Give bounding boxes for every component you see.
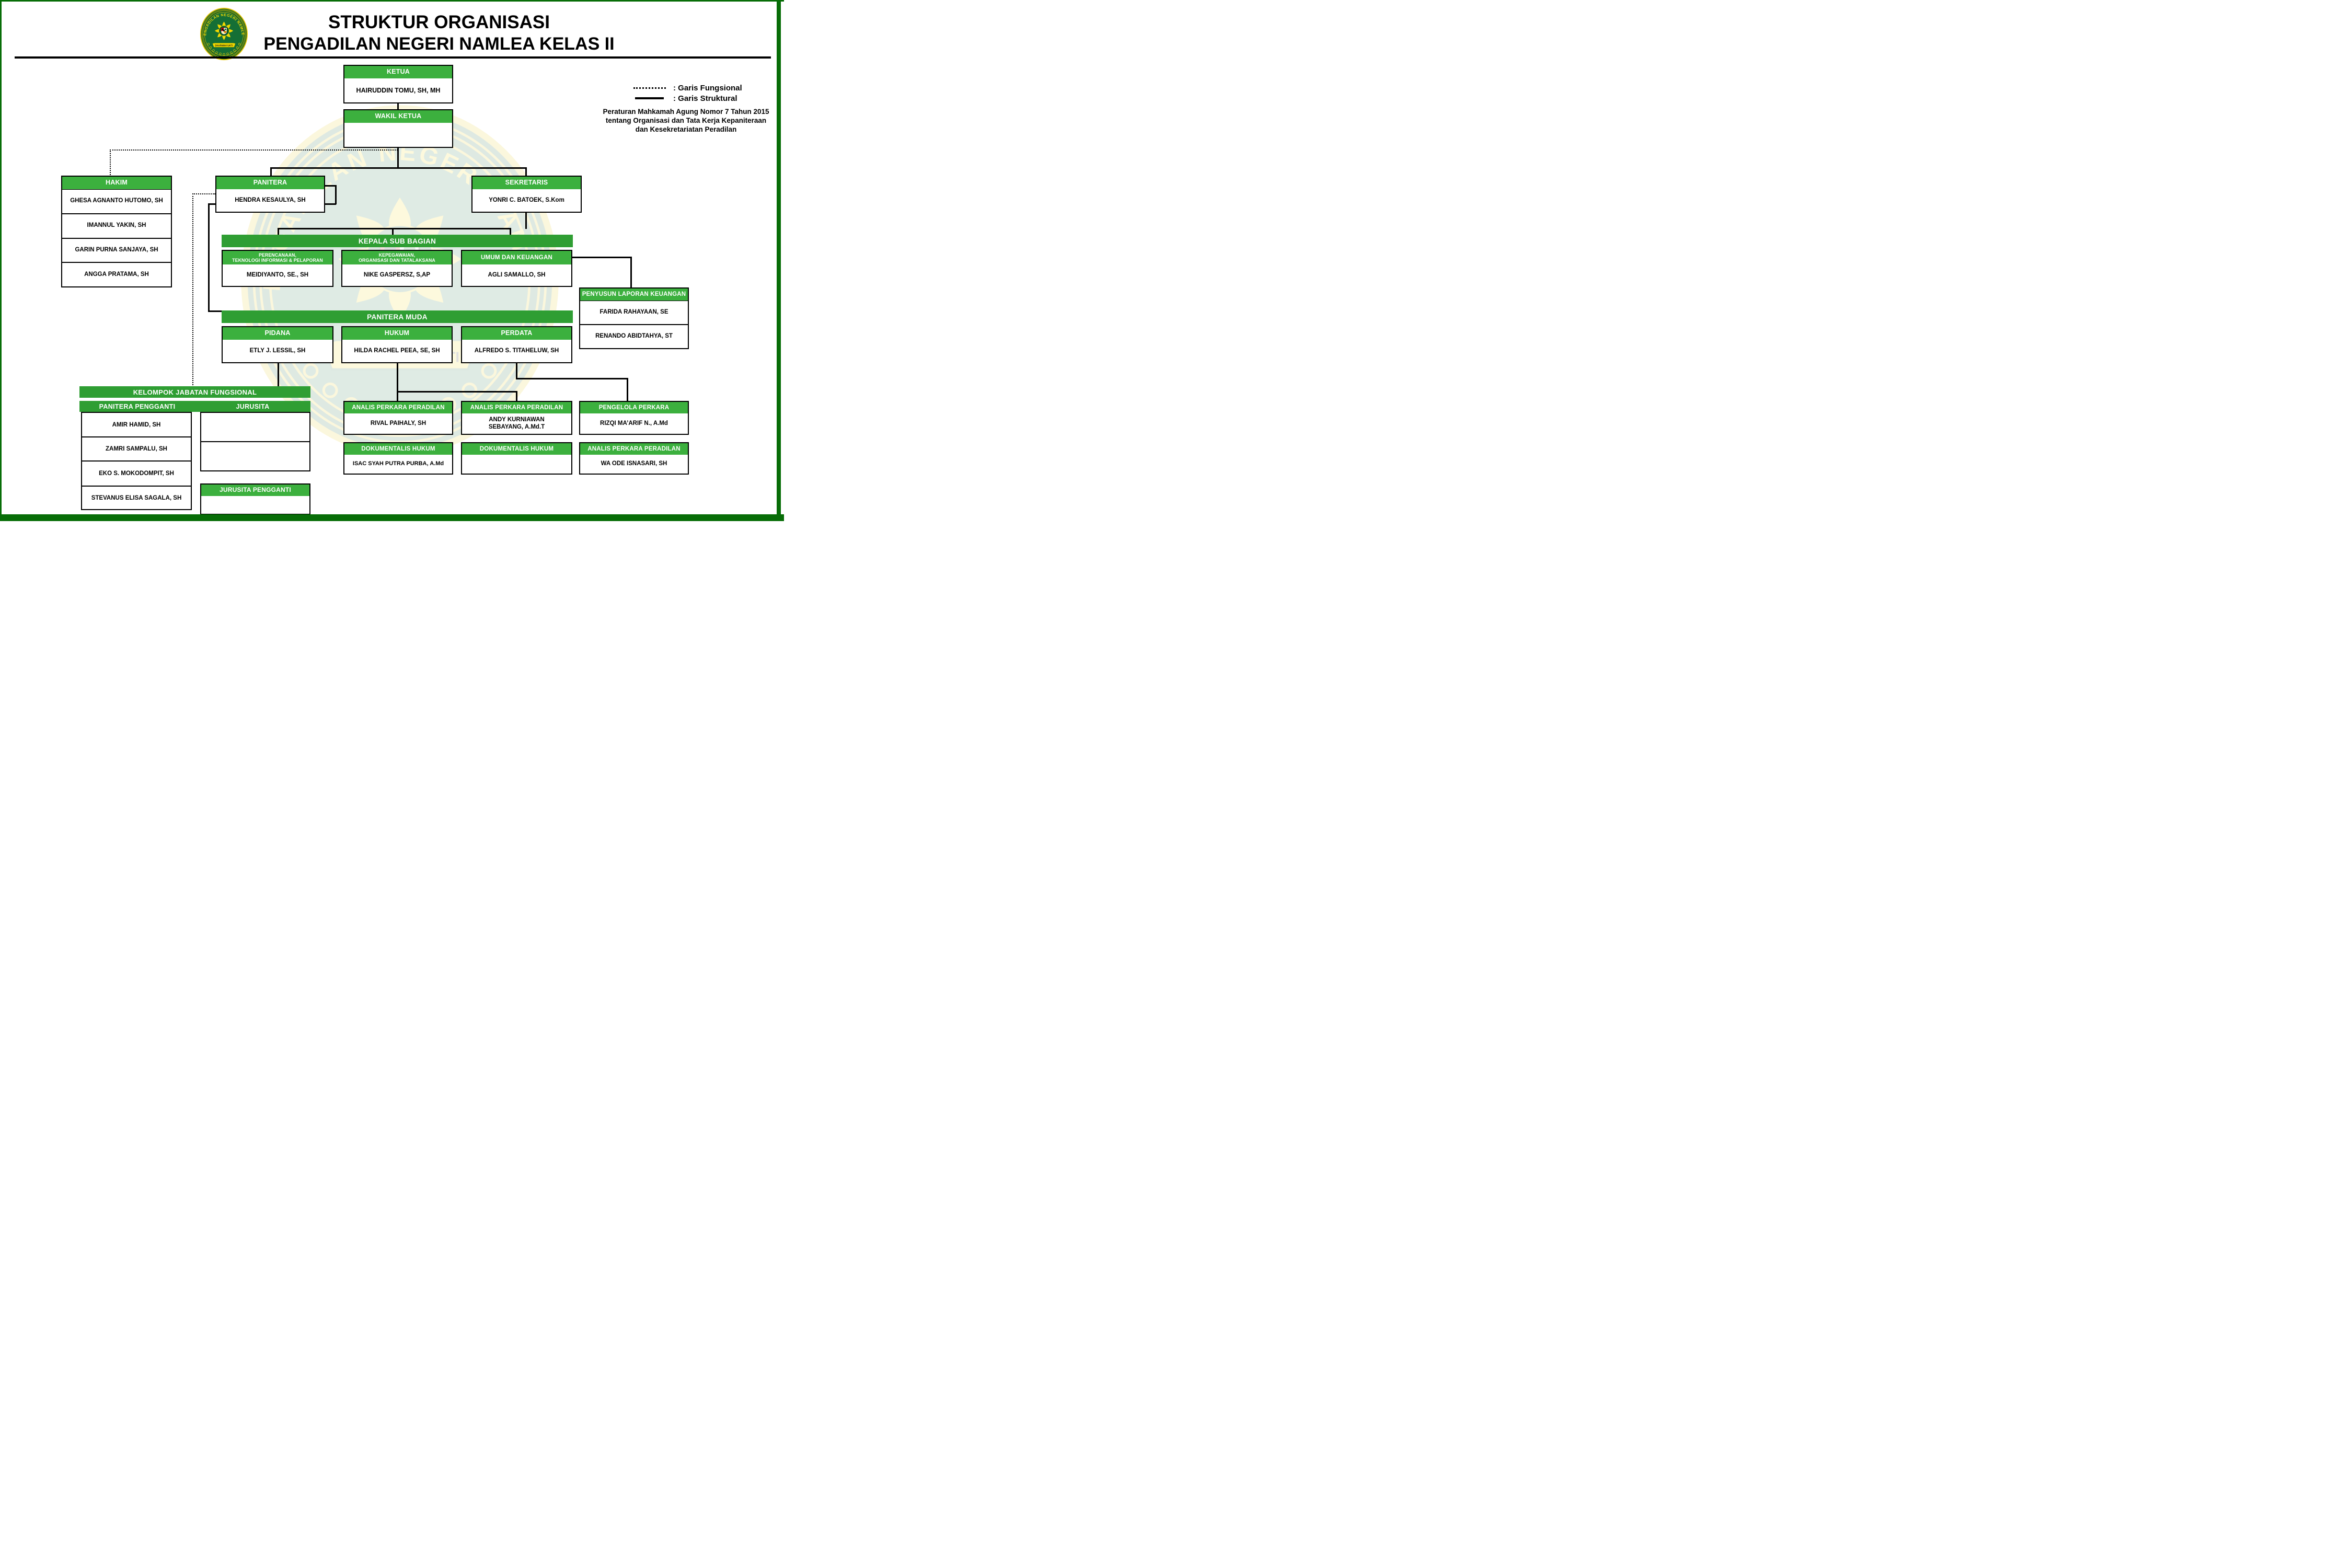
panitera-pengganti-title: PANITERA PENGGANTI bbox=[99, 402, 176, 410]
box-dokumentalis-1-name: ISAC SYAH PUTRA PURBA, A.Md bbox=[352, 460, 444, 467]
legend-struktural-label: : Garis Struktural bbox=[673, 94, 737, 103]
box-dokumentalis-1-title: DOKUMENTALIS HUKUM bbox=[344, 443, 452, 455]
box-sekretaris bbox=[471, 176, 582, 213]
box-dokumentalis-2-title: DOKUMENTALIS HUKUM bbox=[462, 443, 571, 455]
box-sub-kepegawaian bbox=[341, 250, 453, 287]
box-analis-2-title: ANALIS PERKARA PERADILAN bbox=[462, 402, 571, 413]
connector-umum-penyusun-v bbox=[630, 257, 632, 289]
box-analis-perkara-2 bbox=[461, 401, 572, 435]
jurusita-member bbox=[200, 412, 310, 442]
box-hukum bbox=[341, 326, 453, 363]
connector-to-pengelola bbox=[627, 378, 628, 402]
box-pengelola-perkara bbox=[579, 401, 689, 435]
panitera-pengganti-member: ZAMRI SAMPALU, SH bbox=[81, 436, 192, 462]
connector-pidana-kelompok bbox=[278, 363, 279, 387]
connector-panitera-stub bbox=[324, 185, 336, 187]
connector-dotted-fungsional-v bbox=[192, 193, 193, 387]
connector-umum-penyusun-h bbox=[572, 257, 631, 258]
box-sub-kepegawaian-name: NIKE GASPERSZ, S,AP bbox=[363, 271, 431, 278]
dotted-line-sample bbox=[633, 87, 666, 89]
box-pengelola-name: RIZQI MA’ARIF N., A.Md bbox=[600, 420, 668, 426]
panitera-pengganti-member: EKO S. MOKODOMPIT, SH bbox=[81, 460, 192, 487]
box-penyusun-laporan-keuangan bbox=[579, 287, 689, 349]
box-hakim bbox=[61, 176, 172, 287]
panitera-pengganti-member: AMIR HAMID, SH bbox=[81, 412, 192, 437]
box-analis-perkara-1 bbox=[343, 401, 453, 435]
connector-dotted-hakim-h bbox=[110, 149, 398, 151]
band-kepala-sub-bagian: KEPALA SUB BAGIAN bbox=[222, 235, 573, 247]
jurusita-title: JURUSITA bbox=[236, 402, 270, 410]
connector-hukum-branch bbox=[397, 391, 517, 393]
box-penyusun-title: PENYUSUN LAPORAN KEUANGAN bbox=[580, 289, 688, 301]
box-analis-3-title: ANALIS PERKARA PERADILAN bbox=[580, 443, 688, 455]
box-hukum-name: HILDA RACHEL PEEA, SE, SH bbox=[354, 347, 440, 354]
box-sub-perencanaan-title bbox=[223, 251, 332, 264]
title-line: UMUM DAN KEUANGAN bbox=[481, 254, 552, 261]
box-jurusita-pengganti-title: JURUSITA PENGGANTI bbox=[201, 485, 309, 496]
box-sub-umum-title bbox=[462, 251, 571, 264]
regulation-note bbox=[596, 108, 776, 134]
box-sub-umum-name: AGLI SAMALLO, SH bbox=[488, 271, 546, 278]
box-sekretaris-name: YONRI C. BATOEK, S.Kom bbox=[489, 197, 564, 203]
band-kelompok-jabatan-fungsional: KELOMPOK JABATAN FUNGSIONAL bbox=[79, 386, 310, 398]
box-hukum-title: HUKUM bbox=[342, 327, 452, 340]
connector-distributor bbox=[270, 167, 527, 169]
page-border-top bbox=[0, 0, 784, 2]
box-hakim-title: HAKIM bbox=[62, 177, 171, 189]
penyusun-member: FARIDA RAHAYAAN, SE bbox=[580, 301, 688, 324]
legend-fungsional-label: : Garis Fungsional bbox=[673, 83, 742, 93]
org-chart-page bbox=[0, 0, 784, 523]
box-analis-2-name: ANDY KURNIAWAN SEBAYANG, A.Md.T bbox=[488, 416, 545, 430]
box-dokumentalis-1 bbox=[343, 442, 453, 475]
note-line-2: tentang Organisasi dan Tata Kerja Kepaniteraan bbox=[605, 116, 767, 124]
title-line: PERENCANAAN, bbox=[258, 252, 297, 258]
box-analis-1-title: ANALIS PERKARA PERADILAN bbox=[344, 402, 452, 413]
box-perdata-title: PERDATA bbox=[462, 327, 571, 340]
box-wakil-ketua bbox=[343, 109, 453, 148]
band-panitera-pengganti-jurusita bbox=[79, 401, 310, 412]
note-line-3: dan Kesekretariatan Peradilan bbox=[635, 125, 737, 133]
panitera-pengganti-member: STEVANUS ELISA SAGALA, SH bbox=[81, 486, 192, 510]
box-panitera-title: PANITERA bbox=[216, 177, 324, 189]
title-line: ORGANISASI DAN TATALAKSANA bbox=[359, 258, 435, 263]
box-sub-perencanaan-name: MEIDIYANTO, SE., SH bbox=[246, 271, 309, 278]
box-perdata bbox=[461, 326, 572, 363]
box-pidana bbox=[222, 326, 333, 363]
box-panitera-name: HENDRA KESAULYA, SH bbox=[235, 197, 306, 203]
hakim-member: GHESA AGNANTO HUTOMO, SH bbox=[62, 189, 171, 213]
legend bbox=[633, 83, 775, 103]
box-sekretaris-title: SEKRETARIS bbox=[472, 177, 581, 189]
box-sub-umum-keuangan bbox=[461, 250, 572, 287]
box-perdata-name: ALFREDO S. TITAHELUW, SH bbox=[474, 347, 559, 354]
page-border-bottom bbox=[0, 514, 784, 521]
title-line-2: PENGADILAN NEGERI NAMLEA KELAS II bbox=[263, 34, 615, 54]
jurusita-member bbox=[200, 441, 310, 471]
connector-panitera-v2 bbox=[208, 203, 210, 312]
page-border-left bbox=[0, 0, 2, 521]
box-dokumentalis-2 bbox=[461, 442, 572, 475]
box-analis-3-name: WA ODE ISNASARI, SH bbox=[601, 460, 667, 467]
box-ketua-title: KETUA bbox=[344, 66, 452, 78]
title-line: KEPEGAWAIAN, bbox=[378, 252, 416, 258]
page-border-right bbox=[777, 0, 781, 521]
solid-line-sample bbox=[635, 97, 664, 99]
connector-dotted-panitera-h bbox=[192, 193, 215, 194]
title-line-1: STRUKTUR ORGANISASI bbox=[328, 12, 550, 32]
box-panitera bbox=[215, 176, 325, 213]
connector-wakil-down bbox=[397, 148, 399, 168]
title-divider-rule bbox=[15, 56, 771, 59]
box-pengelola-title: PENGELOLA PERKARA bbox=[580, 402, 688, 413]
connector-branch-analis2 bbox=[516, 391, 517, 402]
connector-hukum-analis1 bbox=[397, 363, 398, 402]
connector-subbagian-distributor bbox=[278, 228, 511, 229]
title-line: TEKNOLOGI INFORMASI & PELAPORAN bbox=[232, 258, 323, 263]
connector-perdata-h bbox=[516, 378, 628, 379]
box-ketua bbox=[343, 65, 453, 103]
page-title bbox=[256, 11, 622, 55]
box-wakil-ketua-name bbox=[344, 123, 452, 147]
box-wakil-ketua-title: WAKIL KETUA bbox=[344, 110, 452, 123]
box-analis-perkara-3 bbox=[579, 442, 689, 475]
hakim-member: GARIN PURNA SANJAYA, SH bbox=[62, 238, 171, 262]
hakim-member: IMANNUL YAKIN, SH bbox=[62, 213, 171, 238]
connector-perdata-down bbox=[516, 363, 517, 379]
penyusun-member: RENANDO ABIDTAHYA, ST bbox=[580, 324, 688, 348]
box-dokumentalis-2-name bbox=[462, 455, 571, 474]
hakim-member: ANGGA PRATAMA, SH bbox=[62, 262, 171, 286]
box-sub-kepegawaian-title bbox=[342, 251, 452, 264]
connector-panitera-v1 bbox=[335, 185, 337, 204]
box-pidana-name: ETLY J. LESSIL, SH bbox=[249, 347, 306, 354]
jurusita-pengganti-member bbox=[201, 496, 309, 514]
box-jurusita-pengganti bbox=[200, 483, 310, 515]
connector-dotted-hakim-v bbox=[110, 149, 111, 177]
court-seal-logo bbox=[200, 7, 248, 61]
box-analis-1-name: RIVAL PAIHALY, SH bbox=[370, 420, 426, 426]
connector-sekretaris-down bbox=[525, 213, 527, 229]
box-sub-perencanaan bbox=[222, 250, 333, 287]
box-ketua-name: HAIRUDDIN TOMU, SH, MH bbox=[356, 86, 441, 94]
band-panitera-muda: PANITERA MUDA bbox=[222, 310, 573, 323]
note-line-1: Peraturan Mahkamah Agung Nomor 7 Tahun 2015 bbox=[603, 108, 769, 116]
box-pidana-title: PIDANA bbox=[223, 327, 332, 340]
connector-panitera-to-band bbox=[208, 310, 223, 312]
